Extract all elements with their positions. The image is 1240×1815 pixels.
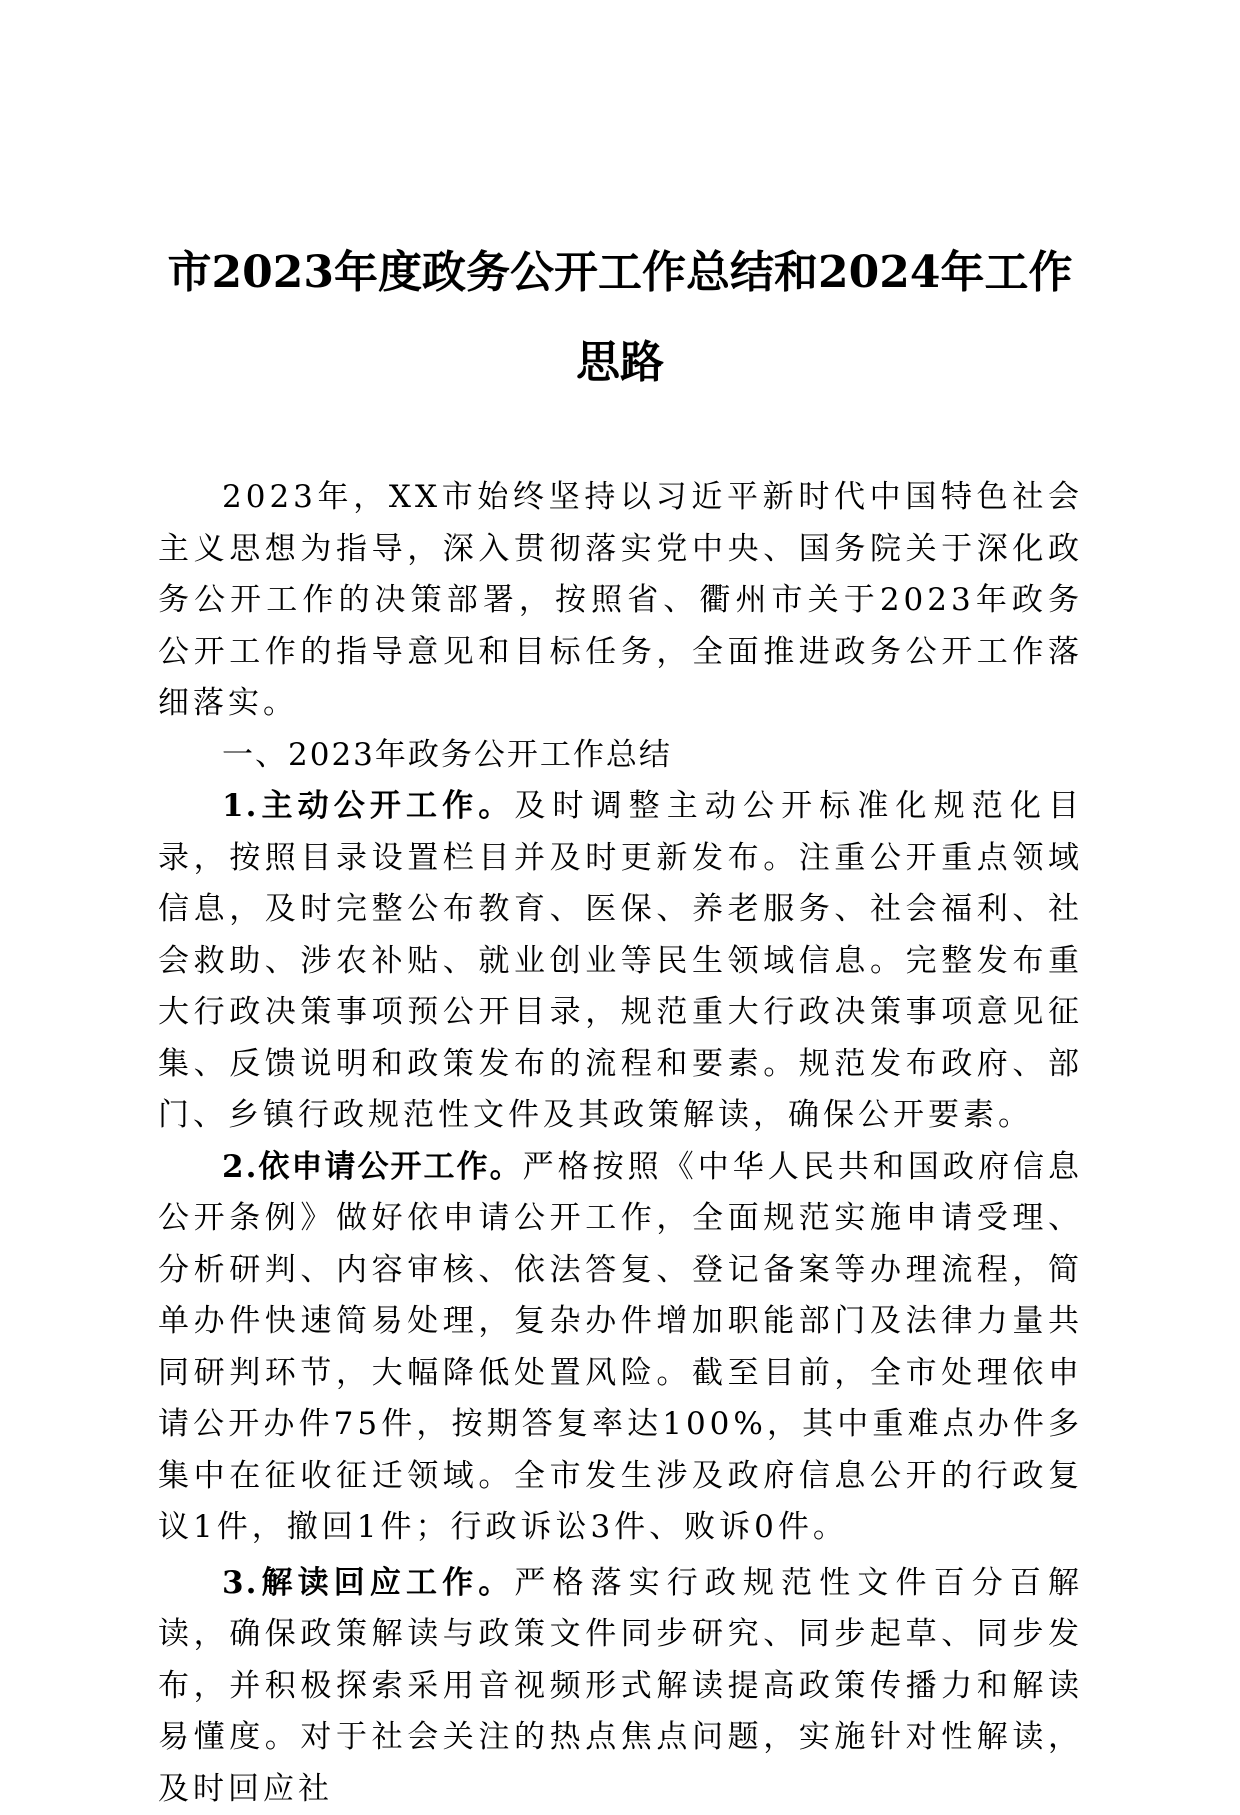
item-lead-1: 1.主动公开工作。 bbox=[222, 788, 514, 824]
item-paragraph-1 bbox=[158, 781, 1083, 1142]
title-line-2: 思路 bbox=[140, 318, 1100, 408]
section-heading-1: 一、2023年政务公开工作总结 bbox=[158, 730, 1083, 782]
item-text-3: 严格落实行政规范性文件百分百解读，确保政策解读与政策文件同步研究、同步起草、同步发布，并积极探索采用音视频形式解读提高政策传播力和解读易懂度。对于社会关注的热点焦点问题，实施针对性解读，及时回应社 bbox=[158, 1565, 1083, 1807]
item-text-2: 严格按照《中华人民共和国政府信息公开条例》做好依申请公开工作，全面规范实施申请受理、分析研判、内容审核、依法答复、登记备案等办理流程，简单办件快速简易处理，复杂办件增加职能部门及法律力量共同研判环节，大幅降低处置风险。截至目前，全市处理依申请公开办件75件，按期答复率达100%，其中重难点办件多集中在征收征迁领域。全市发生涉及政府信息公开的行政复议1件，撤回1件；行政诉讼3件、败诉0件。 bbox=[158, 1149, 1083, 1546]
item-paragraph-2 bbox=[158, 1142, 1083, 1554]
item-lead-2: 2.依申请公开工作。 bbox=[222, 1149, 523, 1185]
intro-paragraph: 2023年，XX市始终坚持以习近平新时代中国特色社会主义思想为指导，深入贯彻落实党中央、国务院关于深化政务公开工作的决策部署，按照省、衢州市关于2023年政务公开工作的指导意见和目标任务，全面推进政务公开工作落细落实。 bbox=[158, 472, 1083, 730]
item-lead-3: 3.解读回应工作。 bbox=[222, 1565, 514, 1601]
document-title bbox=[140, 228, 1100, 408]
document-body bbox=[158, 472, 1083, 1815]
title-line-1: 市2023年度政务公开工作总结和2024年工作 bbox=[140, 228, 1100, 318]
item-paragraph-3 bbox=[158, 1558, 1083, 1815]
item-text-1: 及时调整主动公开标准化规范化目录，按照目录设置栏目并及时更新发布。注重公开重点领域信息，及时完整公布教育、医保、养老服务、社会福利、社会救助、涉农补贴、就业创业等民生领域信息。完整发布重大行政决策事项预公开目录，规范重大行政决策事项意见征集、反馈说明和政策发布的流程和要素。规范发布政府、部门、乡镇行政规范性文件及其政策解读，确保公开要素。 bbox=[158, 788, 1083, 1133]
